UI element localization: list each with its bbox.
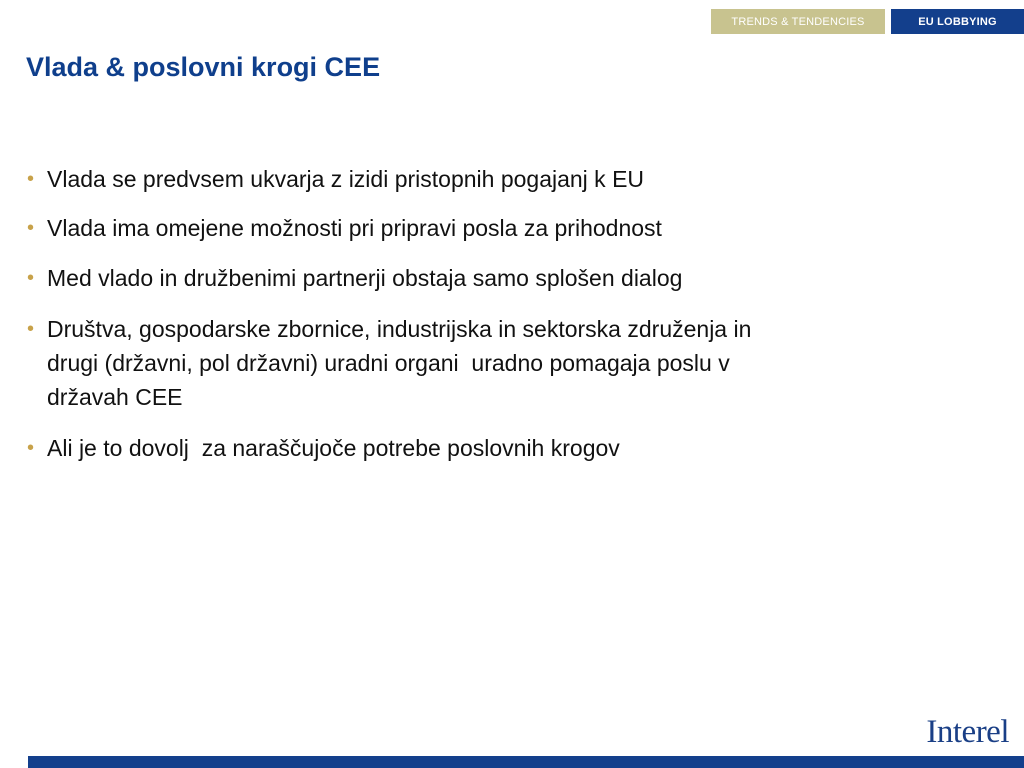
bullet-icon: • (27, 437, 35, 459)
bullet-text: Vlada ima omejene možnosti pri pripravi posla za prihodnost (47, 215, 662, 241)
list-item (27, 262, 987, 294)
list-item (27, 432, 987, 464)
tab-trends-tendencies[interactable]: TRENDS & TENDENCIES (711, 9, 885, 34)
bullet-text: Med vlado in družbenimi partnerji obstaja samo splošen dialog (47, 265, 683, 291)
footer-bar (28, 756, 1024, 768)
interel-logo: Interel (926, 714, 1009, 750)
list-item (27, 212, 987, 244)
bullet-icon: • (27, 168, 35, 190)
list-item (27, 163, 987, 195)
bullet-icon: • (27, 267, 35, 289)
bullet-text: Ali je to dovolj za naraščujoče potrebe poslovnih krogov (47, 435, 620, 461)
slide-title: Vlada & poslovni krogi CEE (26, 52, 381, 82)
tab-eu-lobbying[interactable]: EU LOBBYING (891, 9, 1024, 34)
bullet-icon: • (27, 217, 35, 239)
bullet-text: Društva, gospodarske zbornice, industrijska in sektorska združenja in drugi (državni, pol državni) uradni organi uradno pomagaja poslu v državah CEE (47, 316, 752, 410)
bullet-list (27, 163, 987, 484)
bullet-text: Vlada se predvsem ukvarja z izidi pristopnih pogajanj k EU (47, 166, 645, 192)
bullet-icon: • (27, 318, 35, 340)
list-item (27, 312, 987, 414)
